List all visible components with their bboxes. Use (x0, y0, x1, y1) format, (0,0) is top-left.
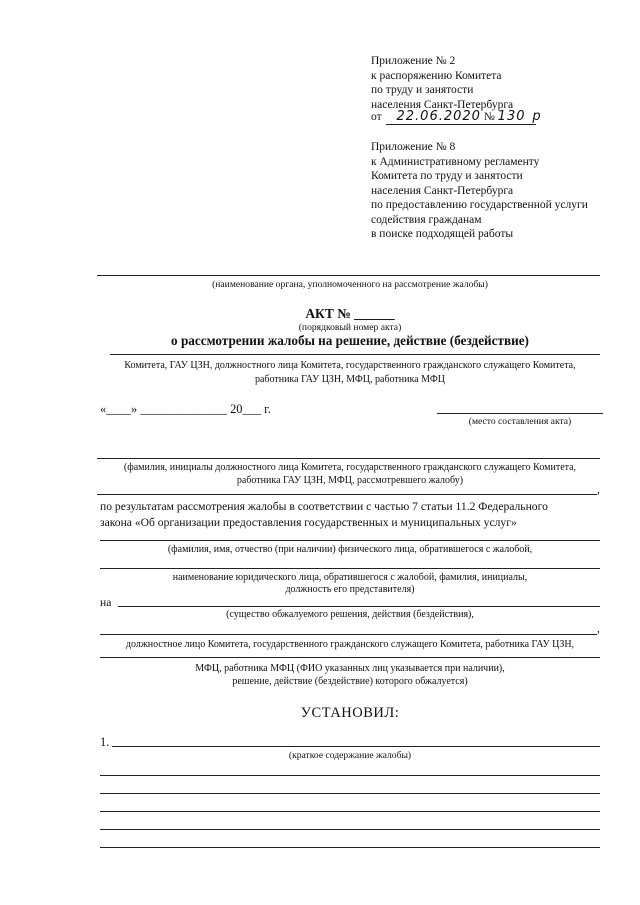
regulation-line-3: населения Санкт-Петербурга (371, 185, 514, 197)
order-reference: к распоряжению Комитета (371, 70, 502, 82)
established-heading: УСТАНОВИЛ: (300, 705, 400, 721)
employee-fill-line (100, 657, 600, 658)
act-date-line: «____» ______________ 20___ г. (100, 402, 271, 416)
legal-line-2: должность его представителя) (285, 584, 415, 595)
whose-line-2: работника ГАУ ЦЗН, МФЦ, работника МФЦ (254, 374, 446, 385)
regulation-line-4: по предоставлению государственной услуги (371, 199, 588, 211)
summary-line-5 (100, 847, 600, 848)
summary-caption: (краткое содержание жалобы) (288, 750, 412, 761)
summary-line-3 (100, 811, 600, 812)
whose-fill-line (110, 354, 600, 355)
person-fill-line (100, 540, 600, 541)
act-number-caption: (порядковый номер акта) (298, 322, 402, 333)
employee-line-2: МФЦ, работника МФЦ (ФИО указанных лиц указывается при наличии), (195, 663, 505, 674)
law-line-1: по результатам рассмотрения жалобы в соответствии с частью 7 статьи 11.2 Федерального (100, 500, 548, 513)
handwritten-date: 22.06.2020 (396, 109, 481, 124)
place-caption: (место составления акта) (468, 416, 572, 427)
official-fill-line (97, 458, 600, 459)
summary-line-1 (100, 775, 600, 776)
official-comma: , (597, 483, 600, 496)
essence-caption: (существо обжалуемого решения, действия (бездействия), (226, 609, 474, 620)
regulation-line-5: содействия гражданам (371, 214, 482, 226)
whose-line-1: Комитета, ГАУ ЦЗН, должностного лица Комитета, государственного гражданского служащего Комитета, (124, 360, 576, 371)
regulation-line-2: Комитета по труду и занятости (371, 170, 523, 182)
handwritten-number: 130 (497, 109, 526, 124)
summary-line-4 (100, 829, 600, 830)
number-prefix: № (483, 111, 495, 123)
act-subtitle: о рассмотрении жалобы на решение, действие (бездействие) (171, 333, 529, 348)
order-date-underline (386, 124, 536, 125)
regulation-line-1: к Административному регламенту (371, 156, 540, 168)
committee-line-1: по труду и занятости (371, 84, 474, 96)
appendix-2-label: Приложение № 2 (371, 55, 456, 67)
legal-line-1: наименование юридического лица, обратившегося с жалобой, фамилия, инициалы, (172, 572, 528, 583)
law-line-2: закона «Об организации предоставления государственных и муниципальных услуг» (100, 516, 517, 529)
essence-comma: , (597, 622, 600, 635)
essence-continuation-line (100, 634, 597, 635)
summary-line-2 (100, 793, 600, 794)
on-prefix: на (100, 596, 112, 609)
from-prefix: от (371, 111, 382, 123)
person-caption: (фамилия, имя, отчество (при наличии) физического лица, обратившегося с жалобой, (167, 544, 533, 555)
appendix-8-label: Приложение № 8 (371, 141, 456, 153)
regulation-line-6: в поиске подходящей работы (371, 228, 514, 240)
organ-caption: (наименование органа, уполномоченного на рассмотрение жалобы) (212, 279, 488, 290)
act-title: АКТ № ______ (305, 306, 395, 321)
essence-fill-line (118, 606, 600, 607)
order-date-line (371, 110, 542, 125)
place-fill-line (437, 413, 603, 414)
item-1-number: 1. (100, 735, 110, 749)
employee-line-3: решение, действие (бездействие) которого обжалуется) (232, 676, 468, 687)
official-line-2: работника ГАУ ЦЗН, МФЦ, рассмотревшего жалобу) (236, 475, 464, 486)
legal-fill-line (100, 568, 600, 569)
handwritten-suffix: р (532, 109, 542, 124)
committee-line-2: населения Санкт-Петербурга (371, 99, 514, 111)
organ-fill-line (97, 275, 600, 276)
official-continuation-line (97, 494, 597, 495)
item-1-fill-line (112, 746, 600, 747)
official-line-1: (фамилия, инициалы должностного лица Комитета, государственного гражданского служащего Комитета, (123, 462, 577, 473)
employee-line-1: должностное лицо Комитета, государственного гражданского служащего Комитета, работника ГАУ ЦЗН, (125, 639, 575, 650)
